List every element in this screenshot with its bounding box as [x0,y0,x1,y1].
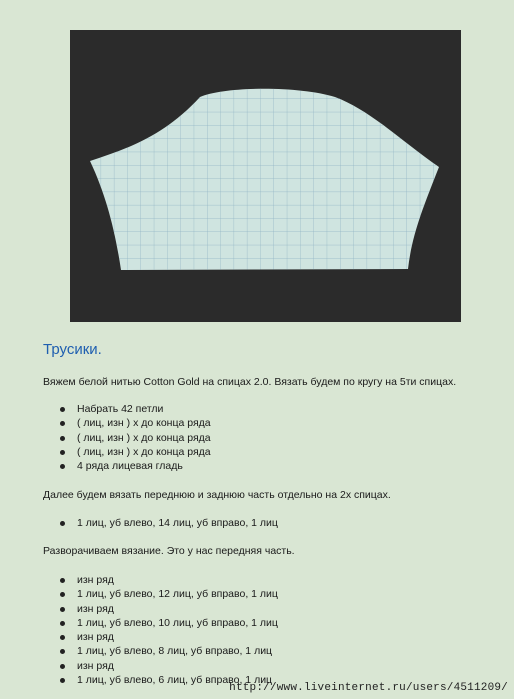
list-decrease [60,516,278,530]
list-item: 1 лиц, уб влево, 6 лиц, уб вправо, 1 лиц [60,673,278,687]
pattern-photo [70,30,461,322]
list-item: изн ряд [60,659,278,673]
list-item: изн ряд [60,573,278,587]
section-title: Трусики. [43,341,102,358]
paragraph-front-back: Далее будем вязать переднюю и заднюю часть отдельно на 2х спицах. [43,489,391,501]
list-item: изн ряд [60,630,278,644]
list-item: Набрать 42 петли [60,402,211,416]
list-item: 1 лиц, уб влево, 8 лиц, уб вправо, 1 лиц [60,644,278,658]
paper-pattern-shape [70,30,461,322]
list-item: 1 лиц, уб влево, 14 лиц, уб вправо, 1 лиц [60,516,278,530]
list-item: 1 лиц, уб влево, 12 лиц, уб вправо, 1 лиц [60,587,278,601]
list-item: ( лиц, изн ) х до конца ряда [60,416,211,430]
list-item: 4 ряда лицевая гладь [60,459,211,473]
paragraph-turn-work: Разворачиваем вязание. Это у нас передняя часть. [43,545,295,557]
list-item: 1 лиц, уб влево, 10 лиц, уб вправо, 1 лиц [60,616,278,630]
list-front-part [60,573,278,687]
intro-paragraph: Вяжем белой нитью Cotton Gold на спицах 2.0. Вязать будем по кругу на 5ти спицах. [43,376,457,388]
list-item: изн ряд [60,602,278,616]
source-url-watermark: http://www.liveinternet.ru/users/4511209/ [229,682,508,694]
list-cast-on [60,402,211,473]
list-item: ( лиц, изн ) х до конца ряда [60,431,211,445]
list-item: ( лиц, изн ) х до конца ряда [60,445,211,459]
